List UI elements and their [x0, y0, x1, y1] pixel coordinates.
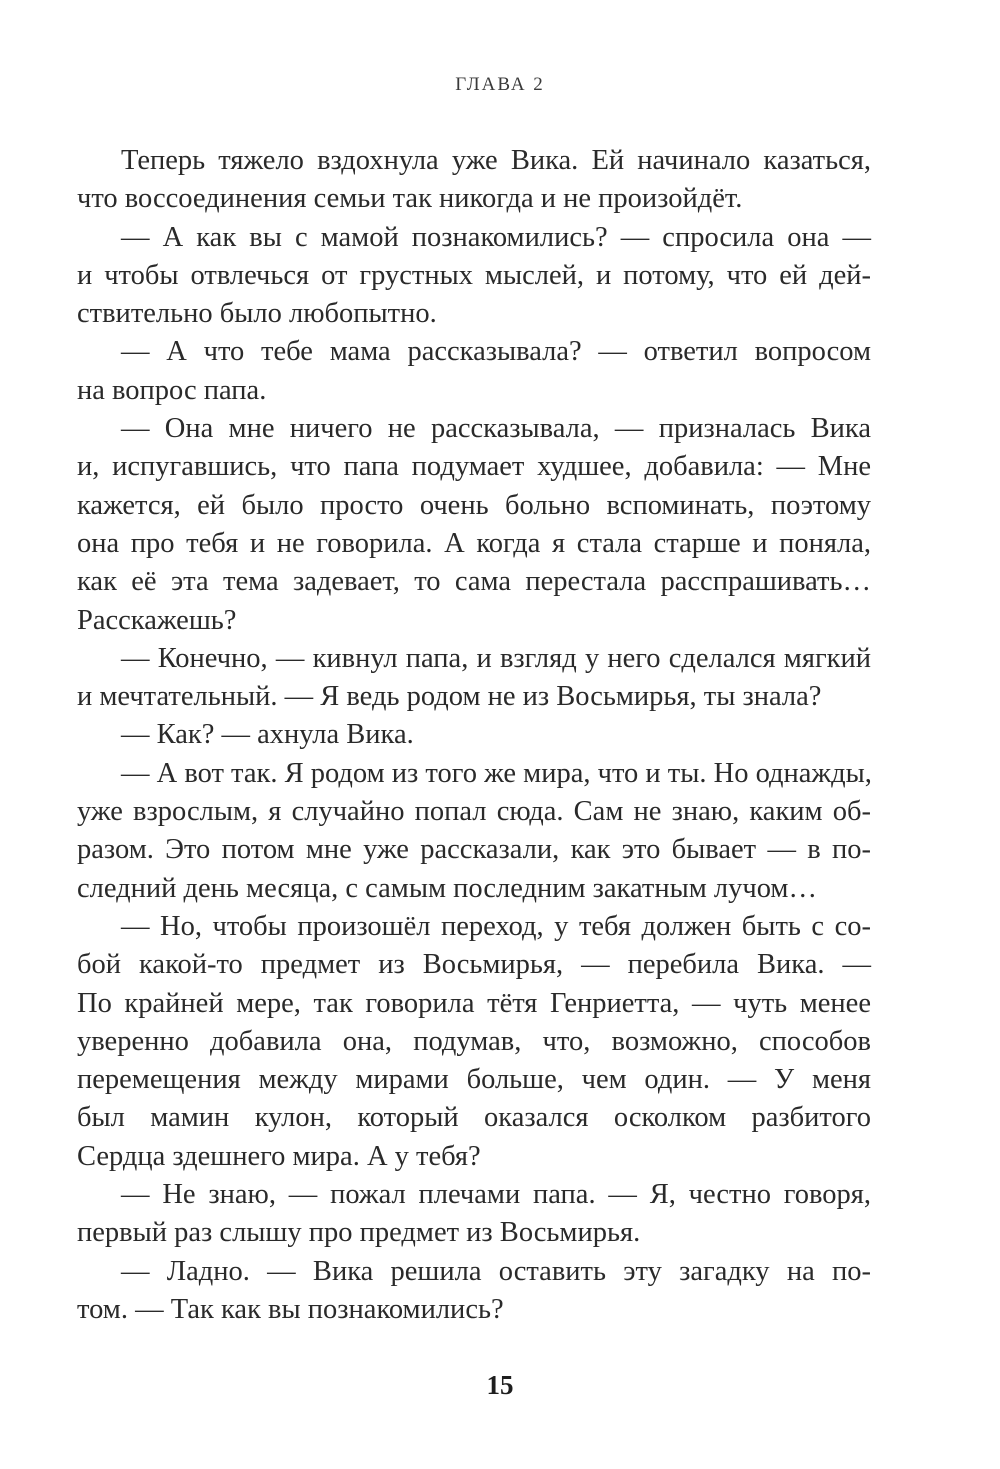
- text-line: — Но, чтобы произошёл переход, у тебя должен быть с со-: [121, 910, 871, 942]
- text-line: перемещения между мирами больше, чем один. — У меня: [77, 1064, 871, 1096]
- text-line: — Как? — ахнула Вика.: [121, 719, 414, 751]
- text-line: Расскажешь?: [77, 604, 237, 636]
- text-line: разом. Это потом мне уже рассказали, как это бывает — в по-: [77, 834, 871, 866]
- text-line: — Конечно, — кивнул папа, и взгляд у него сделался мягкий: [121, 642, 871, 674]
- text-line: и, испугавшись, что папа подумает худшее, добавила: — Мне: [77, 451, 871, 483]
- text-line: — Не знаю, — пожал плечами папа. — Я, честно говоря,: [121, 1179, 871, 1211]
- text-line: — А что тебе мама рассказывала? — ответил вопросом: [121, 336, 871, 368]
- text-line: уже взрослым, я случайно попал сюда. Сам не знаю, каким об-: [77, 796, 871, 828]
- text-line: По крайней мере, так говорила тётя Генриетта, — чуть менее: [77, 987, 871, 1019]
- text-line: уверенно добавила она, подумав, что, возможно, способов: [77, 1025, 871, 1057]
- page-number: 15: [486, 1370, 514, 1400]
- running-head: ГЛАВА 2: [455, 74, 545, 95]
- text-line: — А как вы с мамой познакомились? — спросила она —: [121, 221, 871, 253]
- text-line: следний день месяца, с самым последним закатным лучом…: [77, 872, 817, 904]
- text-line: ствительно было любопытно.: [77, 298, 437, 330]
- text-line: как её эта тема задевает, то сама перестала расспрашивать…: [77, 566, 871, 598]
- text-line: кажется, ей было просто очень больно вспоминать, поэтому: [77, 489, 871, 521]
- text-line: Теперь тяжело вздохнула уже Вика. Ей начинало казаться,: [121, 145, 871, 176]
- text-line: и мечтательный. — Я ведь родом не из Восьмирья, ты знала?: [77, 681, 822, 713]
- text-line: — Ладно. — Вика решила оставить эту загадку на по-: [121, 1255, 871, 1287]
- body-text: [77, 142, 871, 1329]
- text-line: первый раз слышу про предмет из Восьмирья.: [77, 1217, 641, 1249]
- text-line: она про тебя и не говорила. А когда я стала старше и поняла,: [77, 527, 871, 559]
- text-line: и чтобы отвлечься от грустных мыслей, и потому, что ей дей-: [77, 259, 871, 291]
- text-line: что воссоединения семьи так никогда и не произойдёт.: [77, 183, 743, 215]
- text-line: был мамин кулон, который оказался осколком разбитого: [77, 1102, 871, 1134]
- text-line: Сердца здешнего мира. А у тебя?: [77, 1140, 481, 1172]
- text-line: — А вот так. Я родом из того же мира, что и ты. Но однажды,: [121, 757, 872, 789]
- text-line: том. — Так как вы познакомились?: [77, 1293, 504, 1325]
- text-line: на вопрос папа.: [77, 374, 267, 406]
- text-line: — Она мне ничего не рассказывала, — призналась Вика: [121, 413, 871, 445]
- text-line: бой какой-то предмет из Восьмирья, — перебила Вика. —: [77, 949, 871, 981]
